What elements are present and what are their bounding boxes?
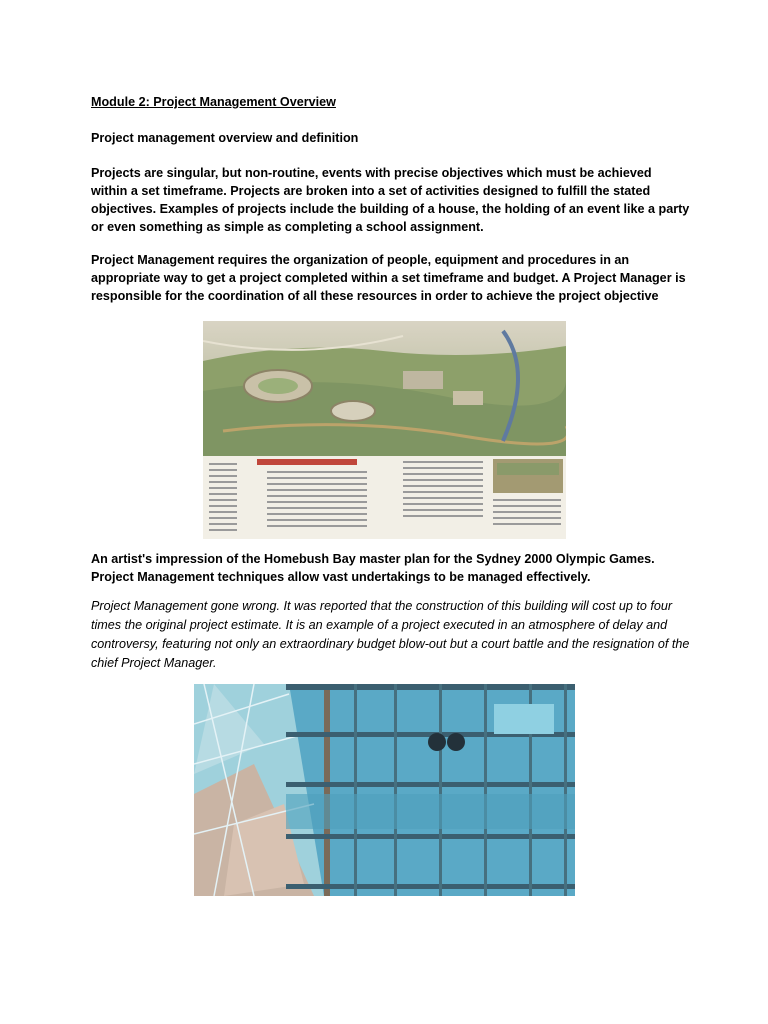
paragraph-projects [91, 164, 691, 236]
caption-project-gone-wrong [91, 597, 691, 673]
section-heading: Project management overview and definition [91, 131, 359, 145]
caption-1-text: An artist's impression of the Homebush Bay master plan for the Sydney 2000 Olympic Games. Project Management techniques allow vast undertakings to be managed effectively. [91, 552, 655, 584]
homebush-masterplan-image [203, 321, 566, 539]
masterplan-illustration [203, 321, 566, 539]
caption-masterplan [91, 550, 691, 586]
module-title: Module 2: Project Management Overview [91, 95, 336, 109]
building-construction-image [194, 684, 575, 896]
paragraph-project-management [91, 251, 691, 305]
caption-2-text: Project Management gone wrong. It was reported that the construction of this building will cost up to four times the original project estimate. It is an example of a project executed in an atmosphere of delay and controversy, featuring not only an extraordinary budget blow-out but a court battle and the resignation of the chief Project Manager. [91, 599, 690, 670]
construction-photo [194, 684, 575, 896]
paragraph-1-text: Projects are singular, but non-routine, events with precise objectives which must be achieved within a set timeframe. Projects are broken into a set of activities designed to fulfill the stated objectives. Examples of projects include the building of a house, the holding of an event like a party or even something as simple as completing a school assignment. [91, 166, 690, 234]
paragraph-2-text: Project Management requires the organization of people, equipment and procedures in an appropriate way to get a project completed within a set timeframe and budget. A Project Manager is responsible for the coordination of all these resources in order to achieve the project objective [91, 253, 686, 303]
